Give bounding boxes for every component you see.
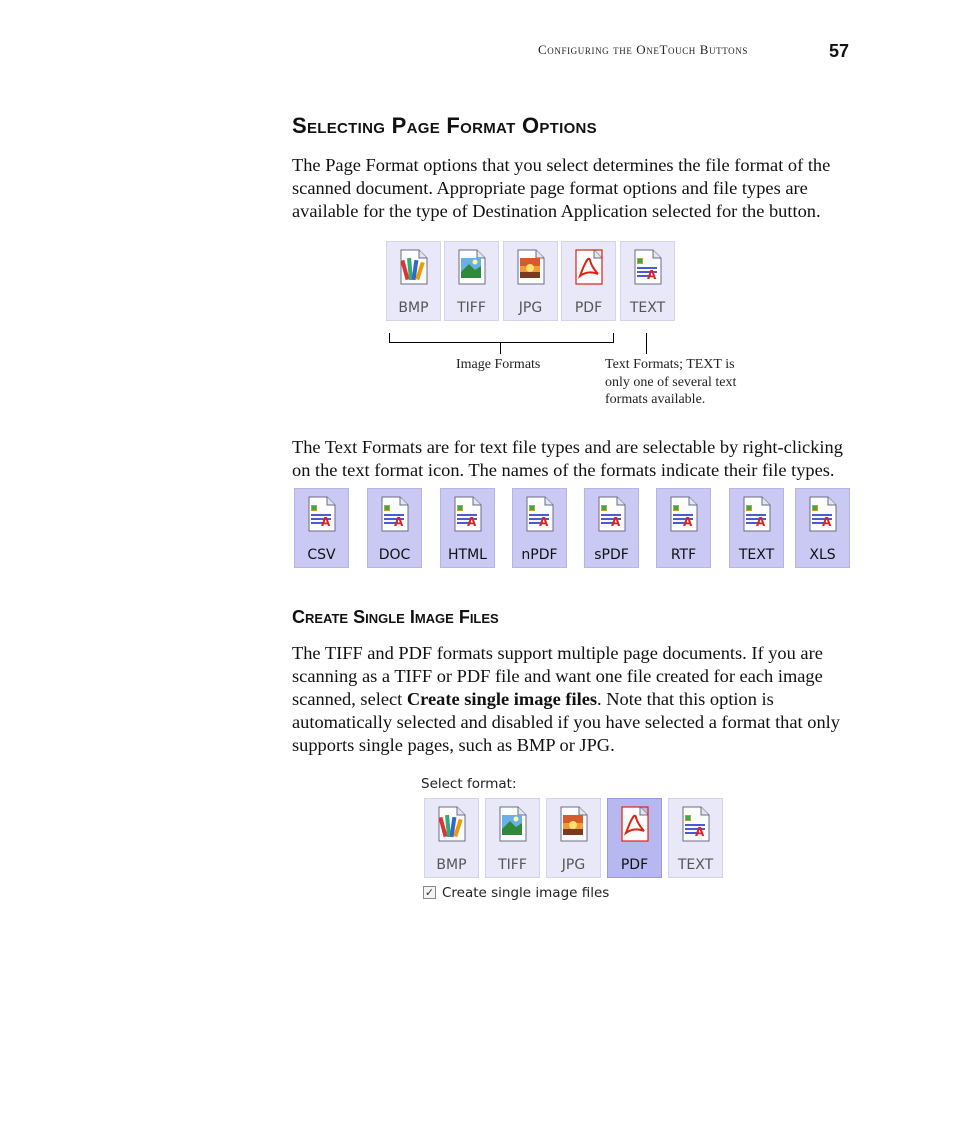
svg-text:A: A	[695, 825, 705, 839]
format-label: CSV	[307, 547, 336, 563]
format-label: nPDF	[521, 547, 558, 563]
bmp-icon	[399, 248, 429, 286]
svg-text:A: A	[756, 515, 766, 529]
format-tile[interactable]	[584, 488, 639, 568]
format-label: TIFF	[498, 857, 527, 873]
svg-text:A: A	[539, 515, 549, 529]
format-label: PDF	[620, 857, 649, 873]
svg-text:A: A	[611, 515, 621, 529]
para-line: scanned document. Appropriate page format options and file types are	[292, 178, 808, 198]
section-heading-page-format: Selecting Page Format Options	[292, 113, 597, 138]
para-line: automatically selected and disabled if you have selected a format that only	[292, 712, 840, 732]
format-tile[interactable]	[795, 488, 850, 568]
paragraph-text-formats	[292, 436, 852, 482]
text-icon	[453, 495, 483, 533]
format-label: JPG	[518, 300, 543, 316]
svg-text:A: A	[321, 515, 331, 529]
svg-text:A: A	[394, 515, 404, 529]
jpg-icon	[559, 805, 589, 843]
format-tile[interactable]	[424, 798, 479, 878]
text-format-pointer	[646, 333, 647, 354]
para-line: The Text Formats are for text file types and are selectable by right-clicking	[292, 437, 843, 457]
format-label: TEXT	[677, 857, 714, 873]
page-number: 57	[829, 41, 850, 61]
format-label: TEXT	[629, 300, 666, 316]
paragraph-single-image	[292, 642, 852, 757]
format-tile[interactable]	[386, 241, 441, 321]
format-label: sPDF	[594, 547, 629, 563]
text-icon	[669, 495, 699, 533]
para-line: scanning as a TIFF or PDF file and want one file created for each image	[292, 666, 823, 686]
text-icon	[808, 495, 838, 533]
text-icon	[597, 495, 627, 533]
text-icon	[307, 495, 337, 533]
para-line: The TIFF and PDF formats support multiple page documents. If you are	[292, 643, 823, 663]
format-tile[interactable]	[512, 488, 567, 568]
para-line: available for the type of Destination Application selected for the button.	[292, 201, 821, 221]
tiff-icon	[498, 805, 528, 843]
para-line: The Page Format options that you select determines the file format of the	[292, 155, 831, 175]
caption-line: Text Formats; TEXT is	[605, 357, 735, 372]
format-label: BMP	[436, 857, 467, 873]
create-single-image-checkbox[interactable]: ✓	[424, 886, 435, 899]
running-header: Configuring the OneTouch Buttons	[538, 42, 748, 57]
text-icon	[681, 805, 711, 843]
format-tile[interactable]	[607, 798, 662, 878]
format-tile[interactable]	[294, 488, 349, 568]
format-label: XLS	[809, 547, 836, 563]
para-line: . Note that this option is	[597, 689, 774, 709]
text-icon	[742, 495, 772, 533]
format-label: BMP	[398, 300, 429, 316]
text-icon	[633, 248, 663, 286]
svg-text:A: A	[467, 515, 477, 529]
section-heading-single-image: Create Single Image Files	[292, 607, 499, 627]
format-tile[interactable]	[656, 488, 711, 568]
format-tile[interactable]	[729, 488, 784, 568]
text-icon	[525, 495, 555, 533]
caption-text-formats	[605, 356, 736, 409]
format-tile[interactable]	[444, 241, 499, 321]
svg-text:A: A	[822, 515, 832, 529]
format-label: PDF	[574, 300, 603, 316]
caption-image-formats: Image Formats	[456, 357, 541, 372]
format-tile[interactable]	[440, 488, 495, 568]
para-line: scanned, select	[292, 689, 407, 709]
para-line: supports single pages, such as BMP or JPG.	[292, 735, 615, 755]
jpg-icon	[516, 248, 546, 286]
format-tile[interactable]	[367, 488, 422, 568]
format-label: TEXT	[738, 547, 775, 563]
format-label: TIFF	[457, 300, 486, 316]
format-label: DOC	[378, 547, 411, 563]
tiff-icon	[457, 248, 487, 286]
option-name-bold: Create single image files	[406, 689, 598, 709]
format-tile[interactable]	[561, 241, 616, 321]
pdf-icon	[574, 248, 604, 286]
svg-text:A: A	[647, 268, 657, 282]
image-formats-bracket	[389, 333, 614, 343]
format-tile[interactable]	[668, 798, 723, 878]
create-single-image-label[interactable]: Create single image files	[442, 885, 610, 901]
svg-text:A: A	[683, 515, 693, 529]
bracket-pointer	[500, 342, 501, 354]
bmp-icon	[437, 805, 467, 843]
format-tile[interactable]	[503, 241, 558, 321]
format-tile[interactable]	[546, 798, 601, 878]
format-label: JPG	[561, 857, 586, 873]
para-line: on the text format icon. The names of the formats indicate their file types.	[292, 460, 835, 480]
format-label: RTF	[670, 547, 697, 563]
format-label: HTML	[448, 547, 487, 563]
format-tile[interactable]	[485, 798, 540, 878]
caption-line: only one of several text	[605, 374, 737, 390]
format-tile[interactable]	[620, 241, 675, 321]
select-format-label: Select format:	[421, 776, 517, 792]
text-icon	[380, 495, 410, 533]
paragraph-page-format	[292, 154, 852, 223]
caption-line: formats available.	[605, 392, 706, 407]
pdf-icon	[620, 805, 650, 843]
